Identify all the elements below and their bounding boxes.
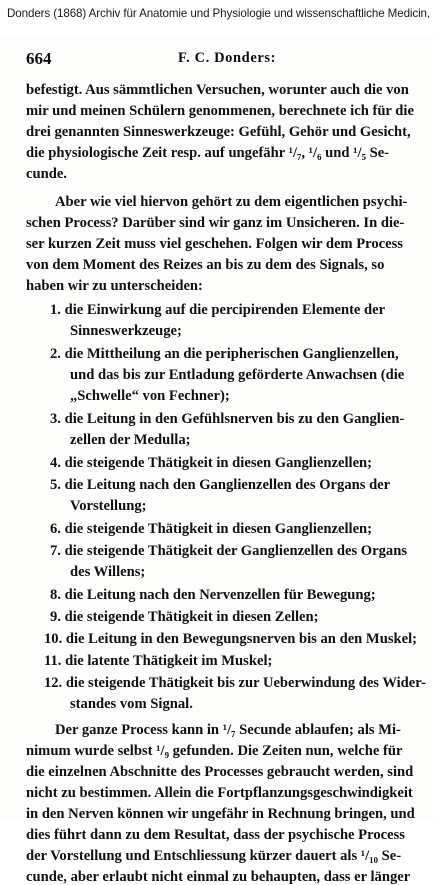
list-item: 10. die Leitung in den Bewegungsnerven bis an den Muskel; (44, 631, 418, 647)
list-item: 5. die Leitung nach den Ganglienzellen des Organs der (50, 477, 391, 493)
text-line: drei genannten Sinneswerkzeuge: Gefühl, Gehör und Gesicht, (26, 124, 411, 140)
list-item-continuation: zellen der Medulla; (70, 432, 191, 448)
list-item: 6. die steigende Thätigkeit in diesen Ganglienzellen; (50, 521, 373, 537)
text-line: nimum wurde selbst ¹/₉ gefunden. Die Zeiten nun, welche für (26, 743, 403, 759)
text-line: mir und meinen Schülern genommenen, berechnete ich für die (26, 103, 414, 119)
list-item: 12. die steigende Thätigkeit bis zur Ueberwindung des Wider- (44, 675, 426, 691)
text-line: ser kurzen Zeit muss viel geschehen. Folgen wir dem Process (26, 236, 403, 252)
text-line: die physiologische Zeit resp. auf ungefähr ¹/₇, ¹/₆ und ¹/₅ Se- (26, 145, 390, 161)
text-line: cunde, aber erlaubt nicht einmal zu behaupten, dass er länger (26, 869, 411, 885)
text-line: schen Process? Darüber sind wir ganz im Unsicheren. In die- (26, 215, 405, 231)
text-line: die einzelnen Abschnitte des Processes gebraucht werden, sind (26, 764, 414, 780)
list-item: 8. die Leitung nach den Nervenzellen für Bewegung; (50, 587, 376, 603)
text-line: dies führt dann zu dem Resultat, dass der psychische Process (26, 827, 405, 843)
page-number: 664 (26, 49, 52, 68)
text-line: Aber wie viel hiervon gehört zu dem eigentlichen psychi- (55, 194, 408, 210)
list-item: 7. die steigende Thätigkeit der Ganglienzellen des Organs (50, 543, 408, 559)
list-item-continuation: des Willens; (70, 564, 146, 580)
list-item: 3. die Leitung in den Gefühlsnerven bis zu den Ganglien- (50, 411, 405, 427)
list-item-continuation: Vorstellung; (70, 498, 147, 514)
page-header (26, 49, 424, 69)
text-line: in den Nerven können wir ungefähr in Rechnung bringen, und (26, 806, 415, 822)
running-head: F. C. Donders: (178, 50, 277, 66)
list-item: 11. die latente Thätigkeit im Muskel; (44, 653, 273, 669)
list-item-continuation: Sinneswerkzeuge; (70, 323, 182, 339)
text-line: cunde. (26, 166, 67, 182)
text-line: Der ganze Process kann in ¹/₇ Secunde ablaufen; als Mi- (55, 722, 401, 738)
list-item: 4. die steigende Thätigkeit in diesen Ganglienzellen; (50, 455, 373, 471)
list-item-continuation: „Schwelle“ von Fechner); (70, 388, 230, 404)
list-item-continuation: und das bis zur Entladung geförderte Anwachsen (die (70, 367, 405, 383)
text-line: befestigt. Aus sämmtlichen Versuchen, worunter auch die von (26, 82, 409, 98)
text-line: nicht zu bestimmen. Allein die Fortpflanzungsgeschwindigkeit (26, 785, 413, 801)
text-line: von dem Moment des Reizes an bis zu dem des Signals, so (26, 257, 385, 273)
list-item: 9. die steigende Thätigkeit in diesen Zellen; (50, 609, 319, 625)
image-caption: Donders (1868) Archiv für Anatomie und Physiologie und wissenschaftliche Medicin, (7, 7, 431, 20)
list-item-continuation: standes vom Signal. (70, 696, 193, 712)
list-item: 2. die Mittheilung an die peripherischen Ganglienzellen, (50, 346, 399, 362)
text-line: haben wir zu unterscheiden: (26, 278, 203, 294)
list-item: 1. die Einwirkung auf die percipirenden Elemente der (50, 302, 386, 318)
text-line: der Vorstellung und Entschliessung kürzer dauert als ¹/₁₀ Se- (26, 848, 402, 864)
